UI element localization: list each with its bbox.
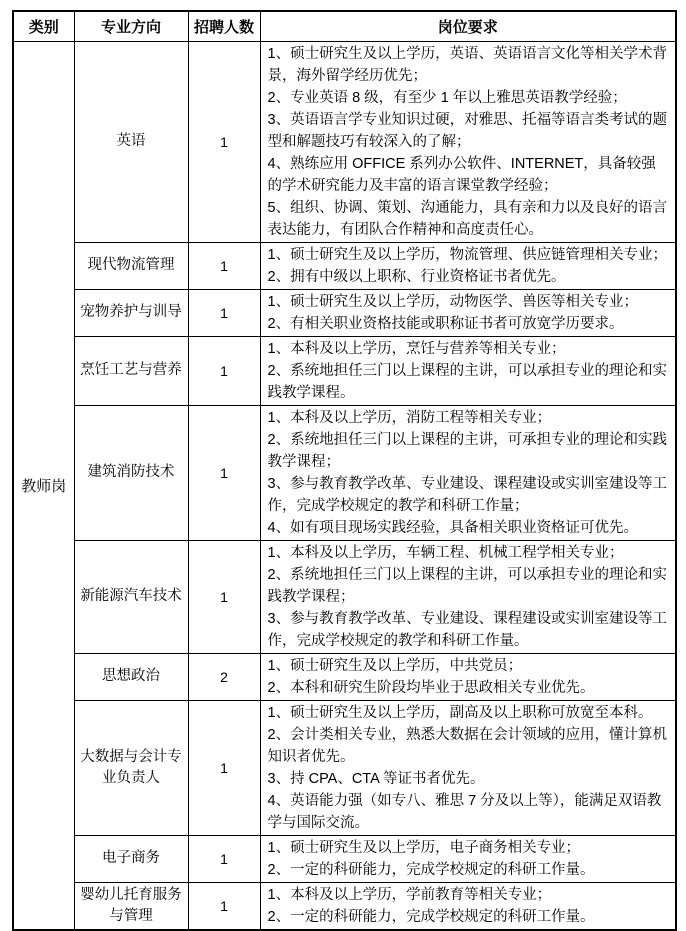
requirements-cell xyxy=(260,882,676,930)
major-cell: 烹饪工艺与营养 xyxy=(74,336,188,405)
requirements-cell xyxy=(260,835,676,882)
major-cell: 现代物流管理 xyxy=(74,242,188,289)
major-cell: 英语 xyxy=(74,41,188,242)
requirement-item: 2、系统地担任三门以上课程的主讲，可承担专业的理论和实践教学课程； xyxy=(267,431,668,470)
requirement-item: 1、硕士研究生及以上学历，物流管理、供应链管理相关专业； xyxy=(267,246,668,263)
table-row xyxy=(13,540,676,653)
requirement-item: 3、参与教育教学改革、专业建设、课程建设或实训室建设等工作，完成学校规定的教学和科研工作量。 xyxy=(267,610,668,649)
requirement-item: 1、硕士研究生及以上学历，动物医学、兽医等相关专业； xyxy=(267,293,639,310)
table-row xyxy=(13,700,676,835)
table-row xyxy=(13,405,676,540)
requirement-item: 2、系统地担任三门以上课程的主讲，可以承担专业的理论和实践教学课程。 xyxy=(267,362,668,401)
requirements-cell xyxy=(260,653,676,700)
requirement-item: 2、专业英语 8 级，有至少 1 年以上雅思英语教学经验； xyxy=(267,89,627,106)
count-cell: 1 xyxy=(188,405,260,540)
major-cell: 建筑消防技术 xyxy=(74,405,188,540)
requirement-item: 4、熟练应用 OFFICE 系列办公软件、INTERNET，具备较强的学术研究能力及丰富的语言课堂教学经验； xyxy=(267,155,656,194)
requirement-item: 1、硕士研究生及以上学历，电子商务相关专业； xyxy=(267,839,581,856)
requirements-cell xyxy=(260,242,676,289)
recruitment-table xyxy=(12,10,677,931)
count-cell: 1 xyxy=(188,242,260,289)
count-cell: 1 xyxy=(188,289,260,336)
requirements-cell xyxy=(260,700,676,835)
requirement-item: 3、持 CPA、CTA 等证书者优先。 xyxy=(267,770,485,787)
count-cell: 1 xyxy=(188,835,260,882)
table-row xyxy=(13,242,676,289)
requirement-item: 1、本科及以上学历，学前教育等相关专业； xyxy=(267,886,552,903)
requirement-item: 2、有相关职业资格技能或职称证书者可放宽学历要求。 xyxy=(267,315,624,332)
header-row xyxy=(13,11,676,41)
table-row xyxy=(13,336,676,405)
table-row xyxy=(13,653,676,700)
count-cell: 1 xyxy=(188,882,260,930)
count-cell: 2 xyxy=(188,653,260,700)
major-cell: 婴幼儿托育服务与管理 xyxy=(74,882,188,930)
count-cell: 1 xyxy=(188,700,260,835)
table-row xyxy=(13,835,676,882)
table-row xyxy=(13,289,676,336)
requirement-item: 1、本科及以上学历，烹饪与营养等相关专业； xyxy=(267,340,566,357)
header-requirements: 岗位要求 xyxy=(260,11,676,41)
requirement-item: 2、一定的科研能力，完成学校规定的科研工作量。 xyxy=(267,861,595,878)
requirement-item: 4、如有项目现场实践经验，具备相关职业资格证可优先。 xyxy=(267,519,639,536)
requirement-item: 4、英语能力强（如专八、雅思 7 分及以上等），能满足双语教学与国际交流。 xyxy=(267,792,662,831)
count-cell: 1 xyxy=(188,336,260,405)
count-cell: 1 xyxy=(188,540,260,653)
requirement-item: 3、英语语言学专业知识过硬，对雅思、托福等语言类考试的题型和解题技巧有较深入的了解； xyxy=(267,111,668,150)
requirement-item: 1、本科及以上学历，车辆工程、机械工程学相关专业； xyxy=(267,544,624,561)
requirement-item: 5、组织、协调、策划、沟通能力，具有亲和力以及良好的语言表达能力，有团队合作精神和高度责任心。 xyxy=(267,199,668,238)
table-row xyxy=(13,882,676,930)
table-row xyxy=(13,41,676,242)
requirement-item: 2、系统地担任三门以上课程的主讲，可以承担专业的理论和实践教学课程； xyxy=(267,566,668,605)
header-count: 招聘人数 xyxy=(188,11,260,41)
major-cell: 电子商务 xyxy=(74,835,188,882)
requirements-cell xyxy=(260,336,676,405)
requirement-item: 1、本科及以上学历，消防工程等相关专业； xyxy=(267,409,552,426)
category-cell: 教师岗 xyxy=(13,41,74,930)
requirements-cell xyxy=(260,41,676,242)
requirement-item: 2、本科和研究生阶段均毕业于思政相关专业优先。 xyxy=(267,679,595,696)
major-cell: 宠物养护与训导 xyxy=(74,289,188,336)
table-body xyxy=(13,41,676,930)
requirement-item: 1、硕士研究生及以上学历，副高及以上职称可放宽至本科。 xyxy=(267,704,653,721)
header-major: 专业方向 xyxy=(74,11,188,41)
requirement-item: 1、硕士研究生及以上学历，中共党员； xyxy=(267,657,523,674)
requirement-item: 1、硕士研究生及以上学历，英语、英语语言文化等相关学术背景，海外留学经历优先； xyxy=(267,45,668,84)
major-cell: 思想政治 xyxy=(74,653,188,700)
header-category: 类别 xyxy=(13,11,74,41)
requirement-item: 3、参与教育教学改革、专业建设、课程建设或实训室建设等工作，完成学校规定的教学和科研工作量； xyxy=(267,475,668,514)
requirement-item: 2、会计类相关专业，熟悉大数据在会计领域的应用，懂计算机知识者优先。 xyxy=(267,726,668,765)
requirements-cell xyxy=(260,540,676,653)
major-cell: 大数据与会计专业负责人 xyxy=(74,700,188,835)
requirement-item: 2、拥有中级以上职称、行业资格证书者优先。 xyxy=(267,268,566,285)
table-header xyxy=(13,11,676,41)
requirement-item: 2、一定的科研能力，完成学校规定的科研工作量。 xyxy=(267,908,595,925)
major-cell: 新能源汽车技术 xyxy=(74,540,188,653)
requirements-cell xyxy=(260,289,676,336)
count-cell: 1 xyxy=(188,41,260,242)
requirements-cell xyxy=(260,405,676,540)
